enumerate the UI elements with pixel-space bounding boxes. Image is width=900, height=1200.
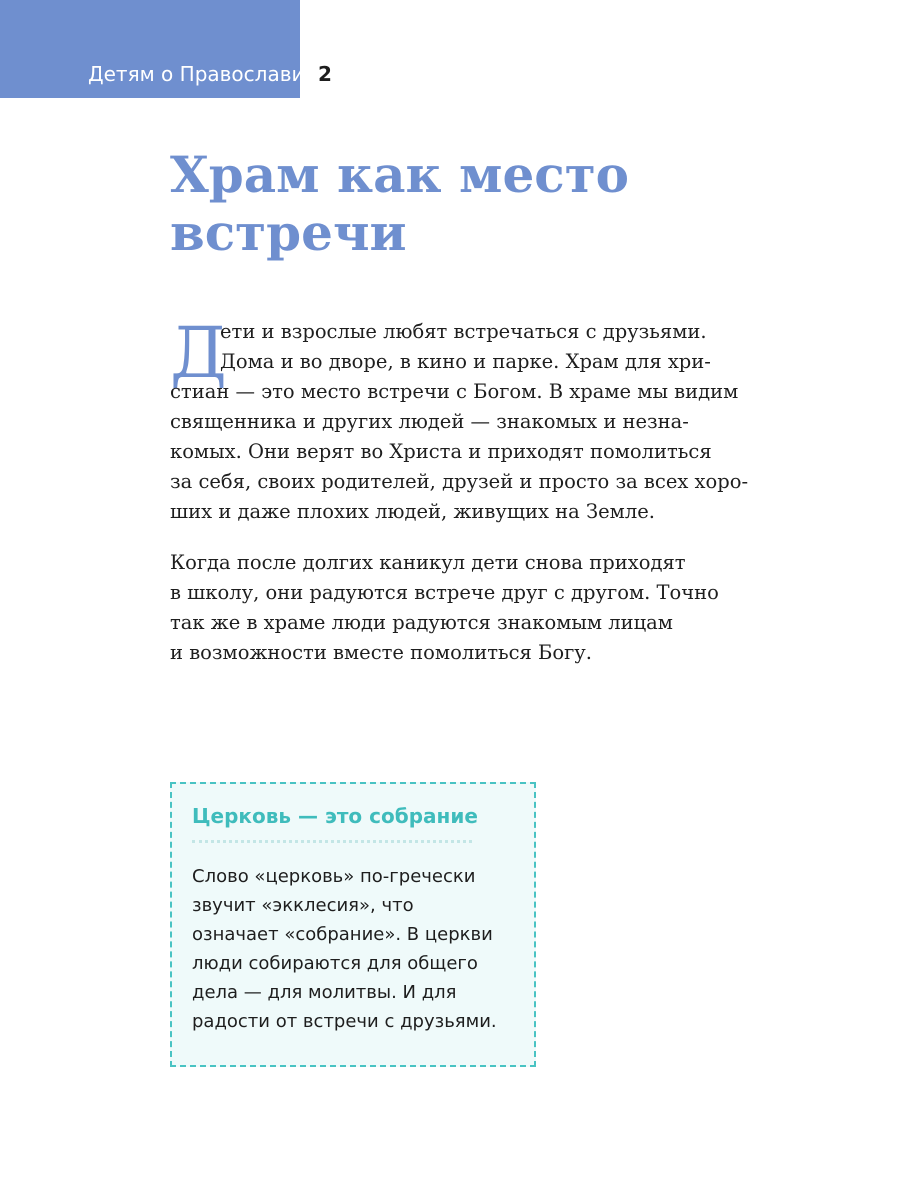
paragraph-line: ети и взрослые любят встречаться с друзьями. — [220, 320, 707, 343]
paragraph-line: так же в храме люди радуются знакомым лицам — [170, 611, 673, 634]
page-title-line: встречи — [170, 203, 407, 262]
sidebar-title: Церковь — это собрание — [192, 804, 478, 828]
paragraph-line: в школу, они радуются встрече друг с другом. Точно — [170, 581, 719, 604]
paragraph-2 — [170, 548, 740, 668]
sidebar-line: означает «собрание». В церкви — [192, 924, 493, 945]
sidebar-line: люди собираются для общего — [192, 953, 478, 974]
sidebar-divider — [192, 840, 472, 843]
sidebar-line: дела — для молитвы. И для — [192, 982, 457, 1003]
sidebar-line: звучит «экклесия», что — [192, 895, 414, 916]
page-title-line: Храм как место — [170, 145, 630, 204]
paragraph-line: священника и других людей — знакомых и незна- — [170, 410, 689, 433]
paragraph-1 — [170, 312, 749, 527]
paragraph-line: за себя, своих родителей, друзей и просто за всех хоро- — [170, 470, 749, 493]
paragraph-line: Когда после долгих каникул дети снова приходят — [170, 551, 686, 574]
paragraph-line: ших и даже плохих людей, живущих на Земле. — [170, 500, 655, 523]
sidebar-line: радости от встречи с друзьями. — [192, 1011, 497, 1032]
sidebar-text — [192, 862, 497, 1036]
paragraph-line: комых. Они верят во Христа и приходят помолиться — [170, 440, 712, 463]
drop-cap: Д — [170, 312, 227, 394]
page-number: 2 — [318, 62, 332, 86]
sidebar-line: Слово «церковь» по-гречески — [192, 866, 476, 887]
paragraph-line: Дома и во дворе, в кино и парке. Храм для хри- — [220, 350, 711, 373]
paragraph-line: и возможности вместе помолиться Богу. — [170, 641, 592, 664]
sidebar-box — [170, 782, 536, 1067]
running-header-title: Детям о Православии — [88, 62, 318, 86]
paragraph-line: стиан — это место встречи с Богом. В храме мы видим — [170, 380, 739, 403]
page-title — [170, 146, 730, 262]
